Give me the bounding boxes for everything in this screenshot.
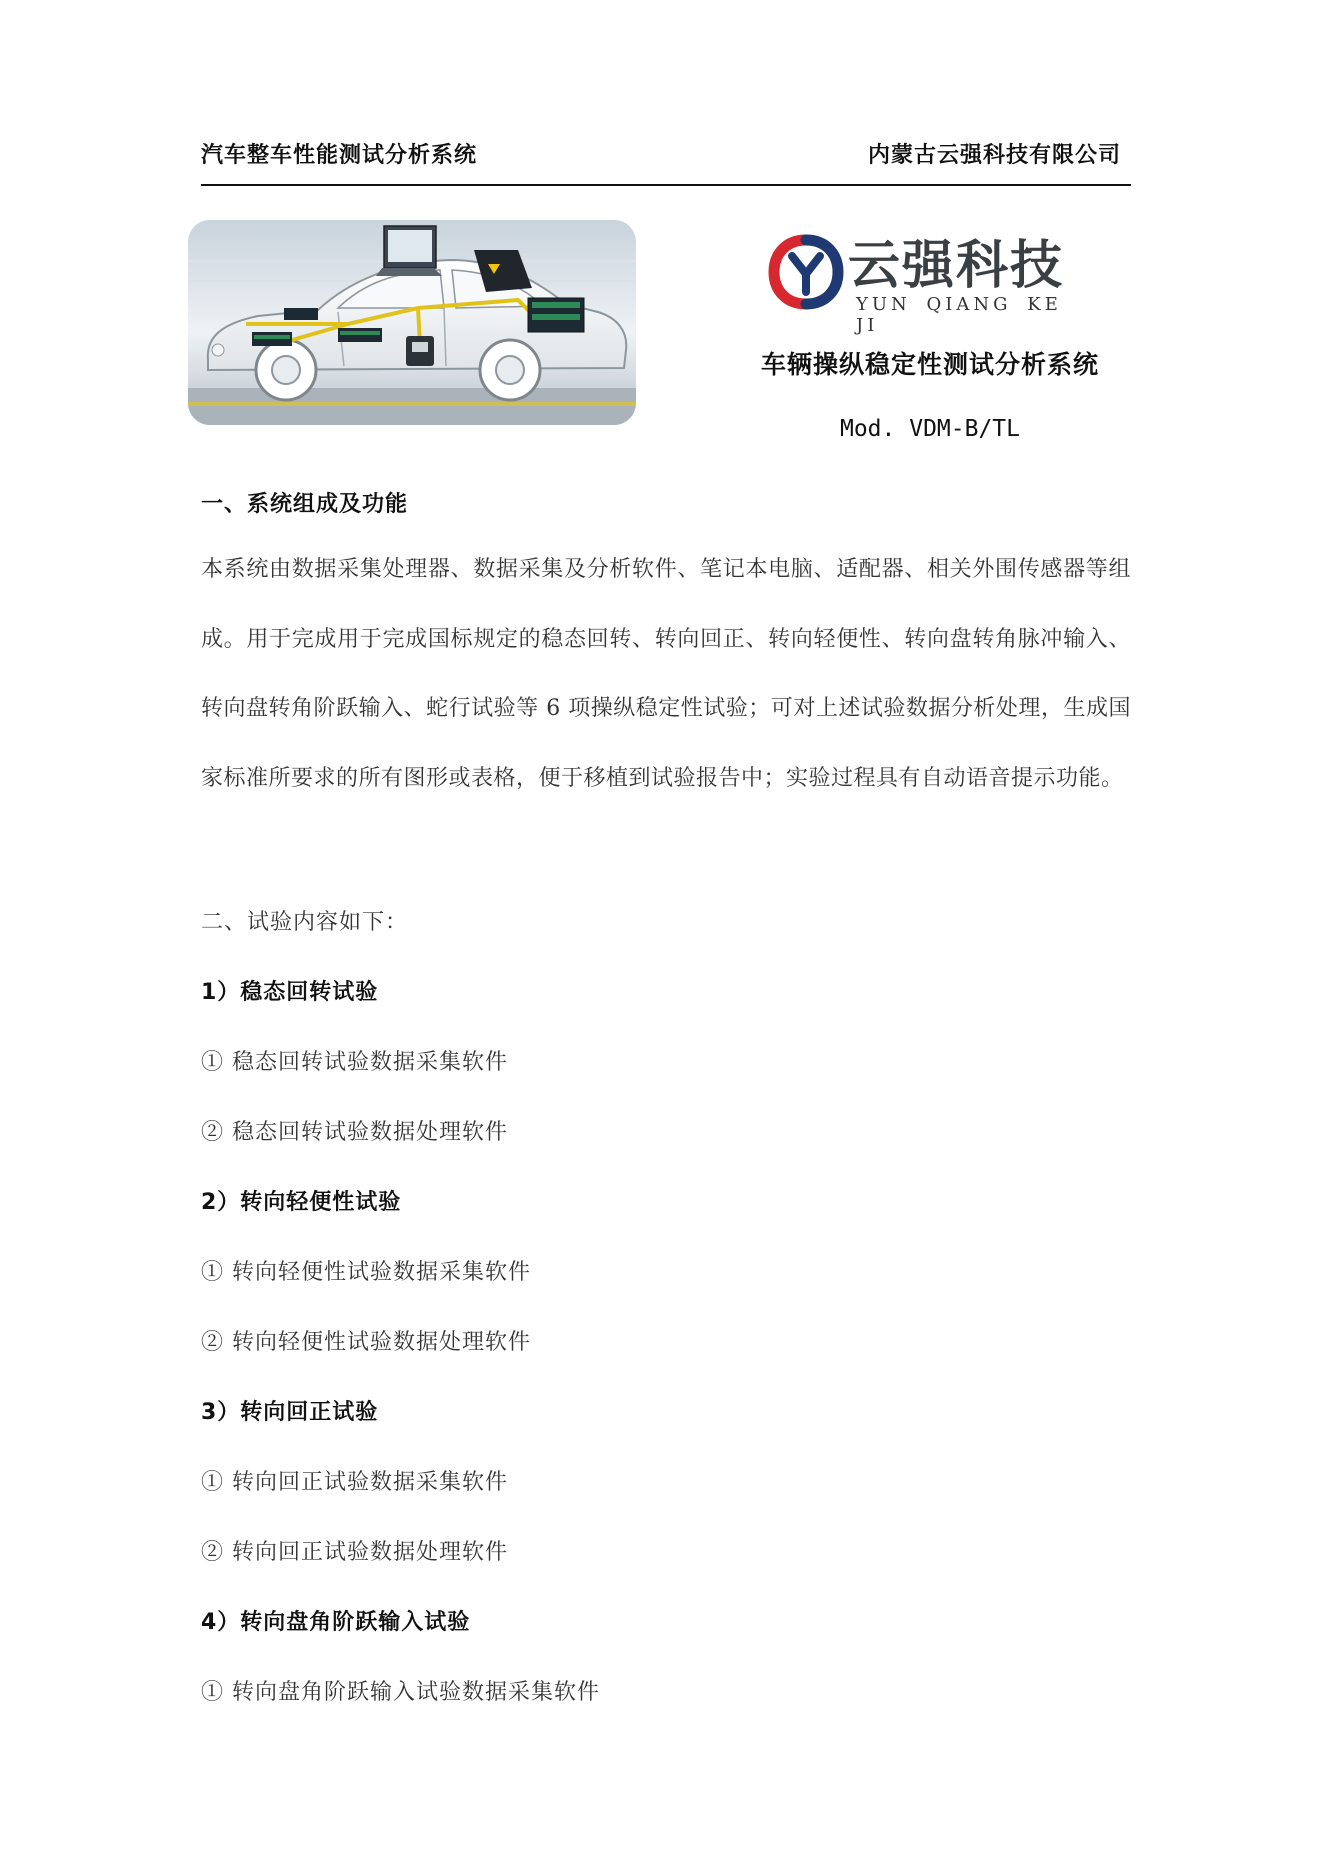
section-heading-composition: 一、系统组成及功能 xyxy=(201,492,409,517)
header-rule xyxy=(201,184,1131,186)
test-item: ② 转向轻便性试验数据处理软件 xyxy=(201,1330,531,1355)
test-item: ② 稳态回转试验数据处理软件 xyxy=(201,1120,508,1145)
company-logo xyxy=(760,228,1090,336)
test-title: 3）转向回正试验 xyxy=(201,1400,379,1425)
test-item: ② 转向回正试验数据处理软件 xyxy=(201,1540,508,1565)
test-item: ① 稳态回转试验数据采集软件 xyxy=(201,1050,508,1075)
test-item: ① 转向轻便性试验数据采集软件 xyxy=(201,1260,531,1285)
header-company: 内蒙古云强科技有限公司 xyxy=(867,143,1121,168)
test-item: ① 转向盘角阶跃输入试验数据采集软件 xyxy=(201,1680,600,1705)
logo-name-cn: 云强科技 xyxy=(848,236,1065,296)
yq-logo-mark-icon xyxy=(768,234,844,310)
section-paragraph-composition: 本系统由数据采集处理器、数据采集及分析软件、笔记本电脑、适配器、相关外围传感器等组成。用于完成用于完成国标规定的稳态回转、转向回正、转向轻便性、转向盘转角脉冲输入、转向盘转角阶跃输入、蛇行试验等 6 项操纵稳定性试验；可对上述试验数据分析处理，生成国家标准所要求的所有图形或表格，便于移植到试验报告中；实验过程具有自动语音提示功能。 xyxy=(201,557,1131,791)
vehicle-test-system-illustration xyxy=(188,220,636,425)
car-image xyxy=(188,220,636,425)
logo-name-en: YUN QIANG KE JI xyxy=(856,294,1062,336)
section-heading-tests: 二、试验内容如下： xyxy=(201,910,409,935)
header-title: 汽车整车性能测试分析系统 xyxy=(201,143,478,168)
test-title: 2）转向轻便性试验 xyxy=(201,1190,402,1215)
product-title: 车辆操纵稳定性测试分析系统 xyxy=(760,350,1099,379)
test-item: ① 转向回正试验数据采集软件 xyxy=(201,1470,508,1495)
test-title: 1）稳态回转试验 xyxy=(201,980,379,1005)
test-title: 4）转向盘角阶跃输入试验 xyxy=(201,1610,471,1635)
page-header xyxy=(201,138,1131,178)
product-model: Mod. VDM-B/TL xyxy=(839,416,1020,442)
